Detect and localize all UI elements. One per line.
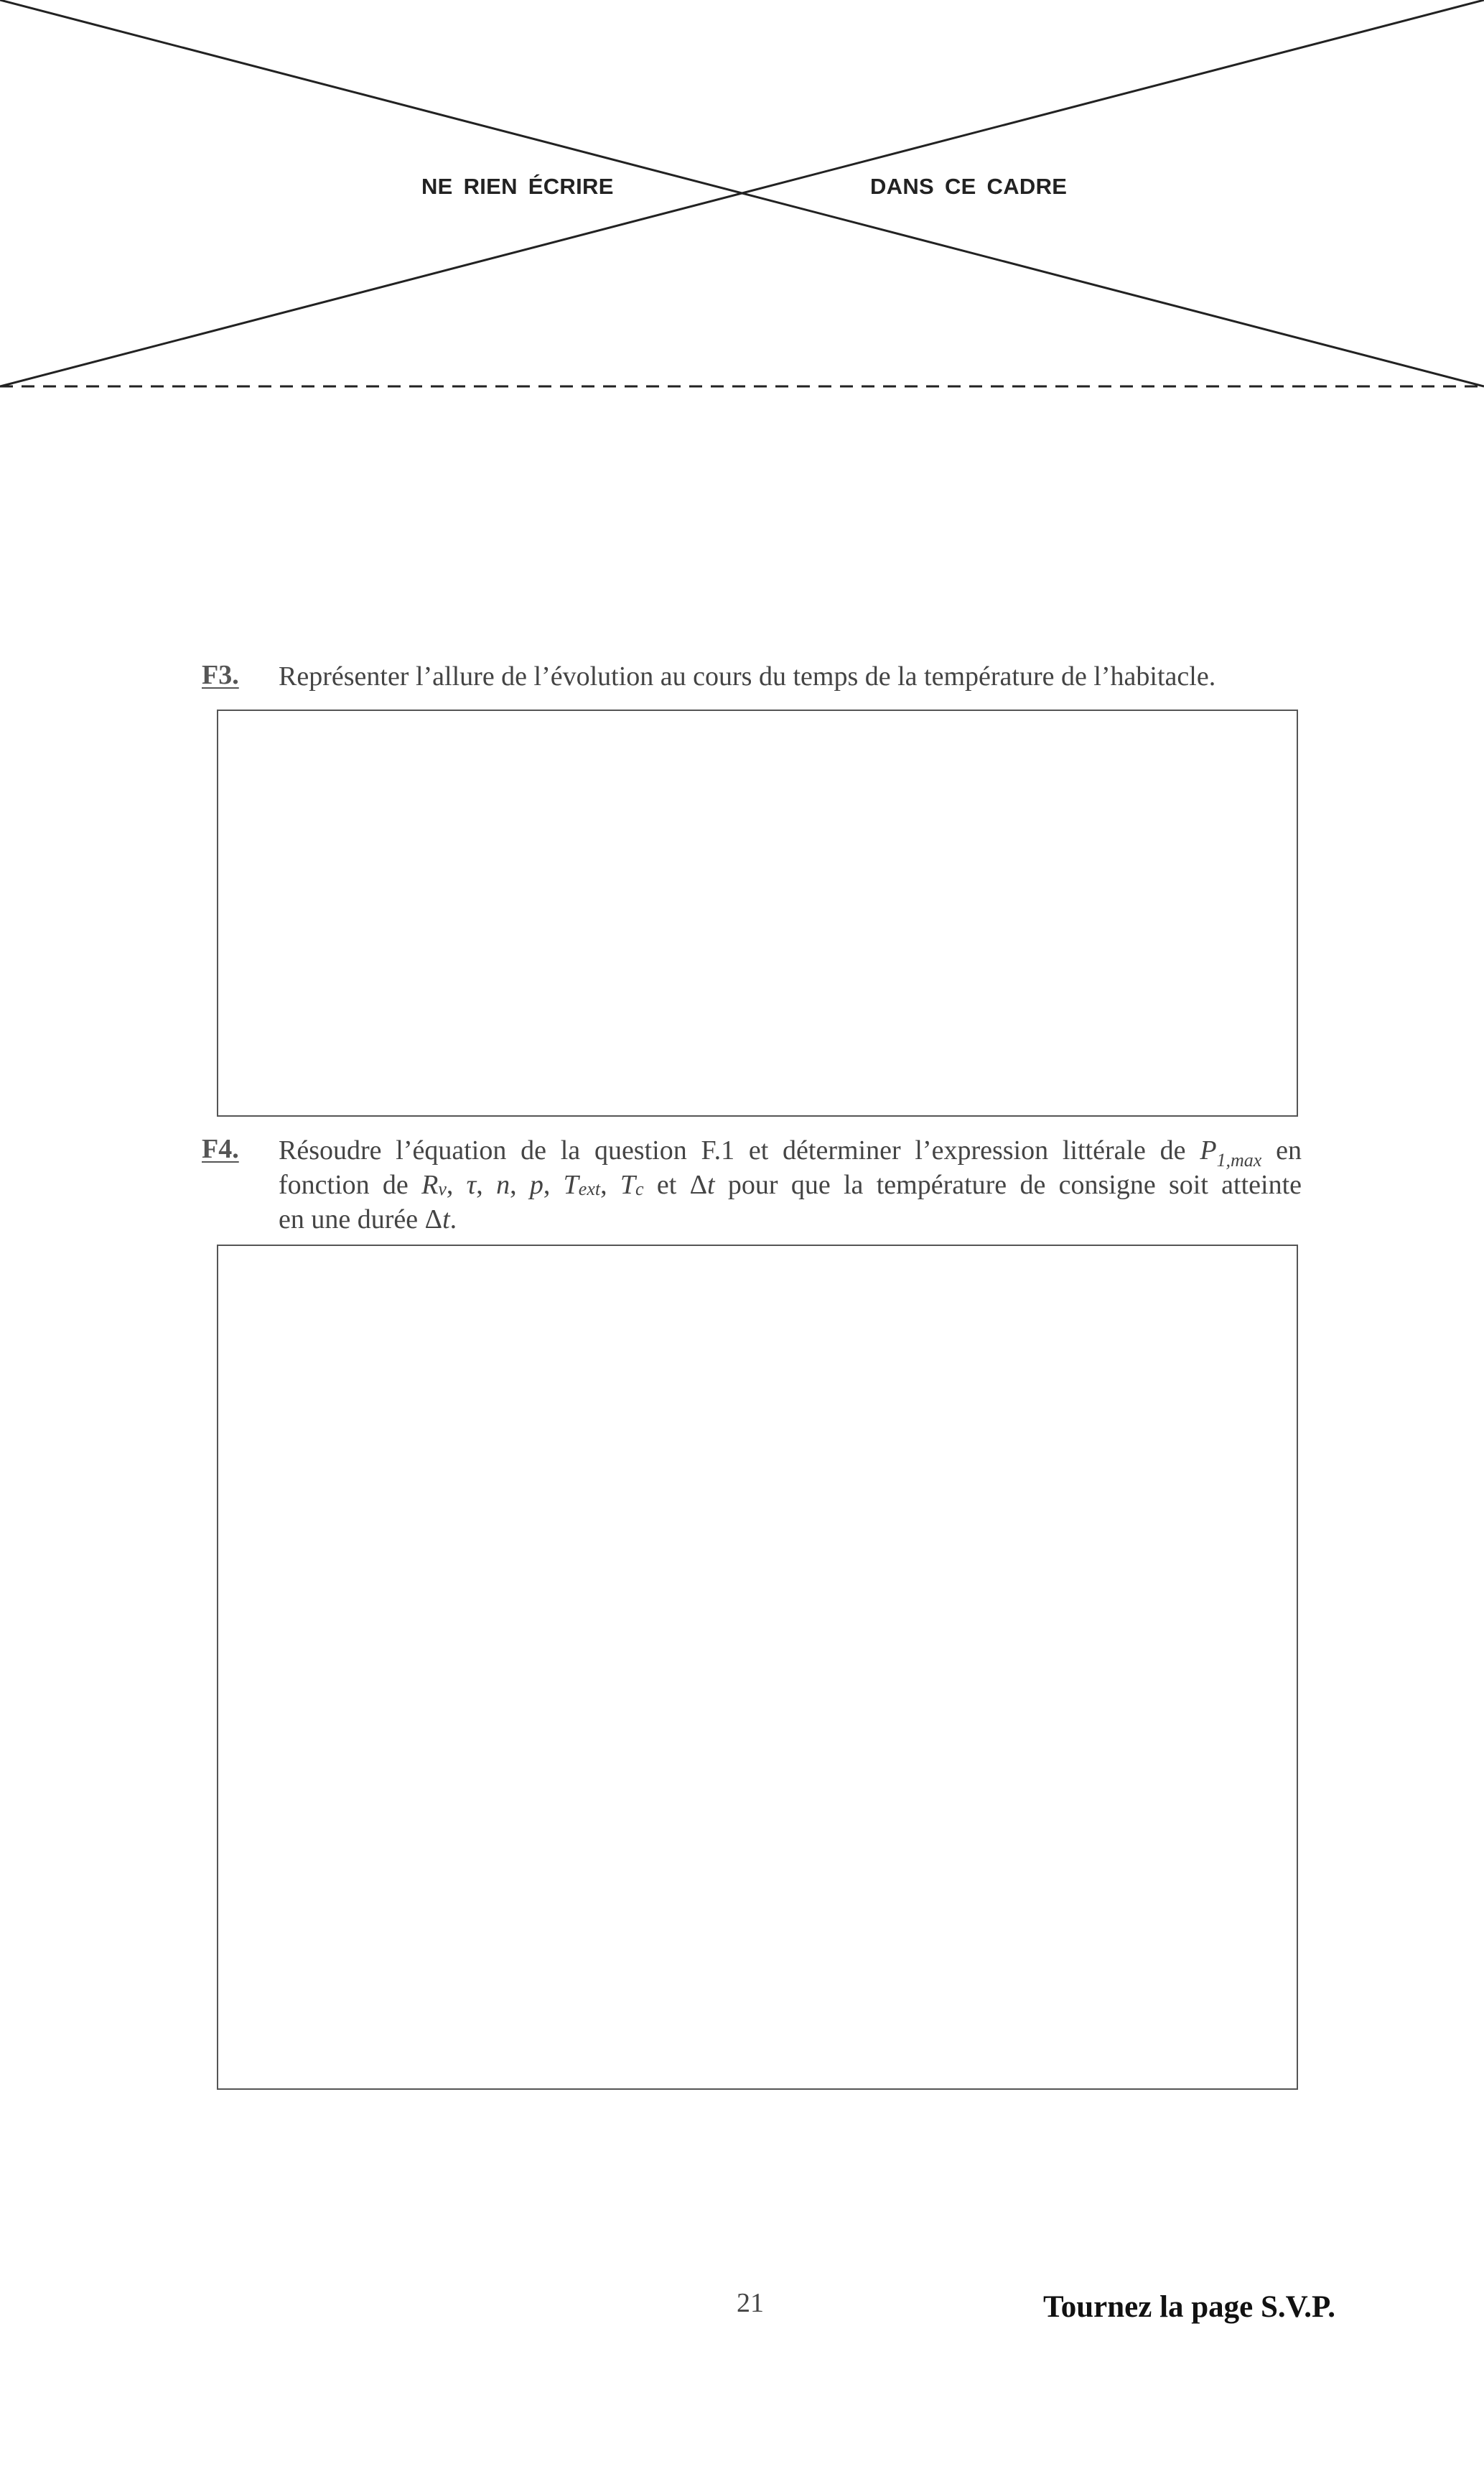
question-f4-line-1: Résoudre l’équation de la question F.1 et déterminer l’expression littérale de $P_{1,max}$ en xyxy=(279,1135,1302,1171)
answer-box-f3[interactable] xyxy=(217,710,1298,1117)
header-label-right: DANS CE CADRE xyxy=(870,174,1068,199)
page-number: 21 xyxy=(737,2288,764,2318)
question-number-f3: F3. xyxy=(202,660,239,690)
answer-box-f4[interactable] xyxy=(217,1245,1298,2090)
question-f4-line-3: en une durée Δt. xyxy=(279,1204,457,1234)
question-number-f4: F4. xyxy=(202,1134,239,1164)
question-f4-line-2: fonction de $R_v$, τ, n, p, $T_{ext}$, $T_c$ et Δt pour que la température de consigne soit atteinte xyxy=(279,1170,1302,1200)
question-text-f4 xyxy=(279,1133,1302,1237)
turn-page-notice: Tournez la page S.V.P. xyxy=(1043,2290,1336,2324)
question-f3-line: Représenter l’allure de l’évolution au cours du temps de la température de l’habitacle. xyxy=(279,661,1216,692)
question-text-f3 xyxy=(279,659,1302,694)
header-label-left: NE RIEN ÉCRIRE xyxy=(421,174,614,199)
do-not-write-frame xyxy=(0,0,1484,391)
